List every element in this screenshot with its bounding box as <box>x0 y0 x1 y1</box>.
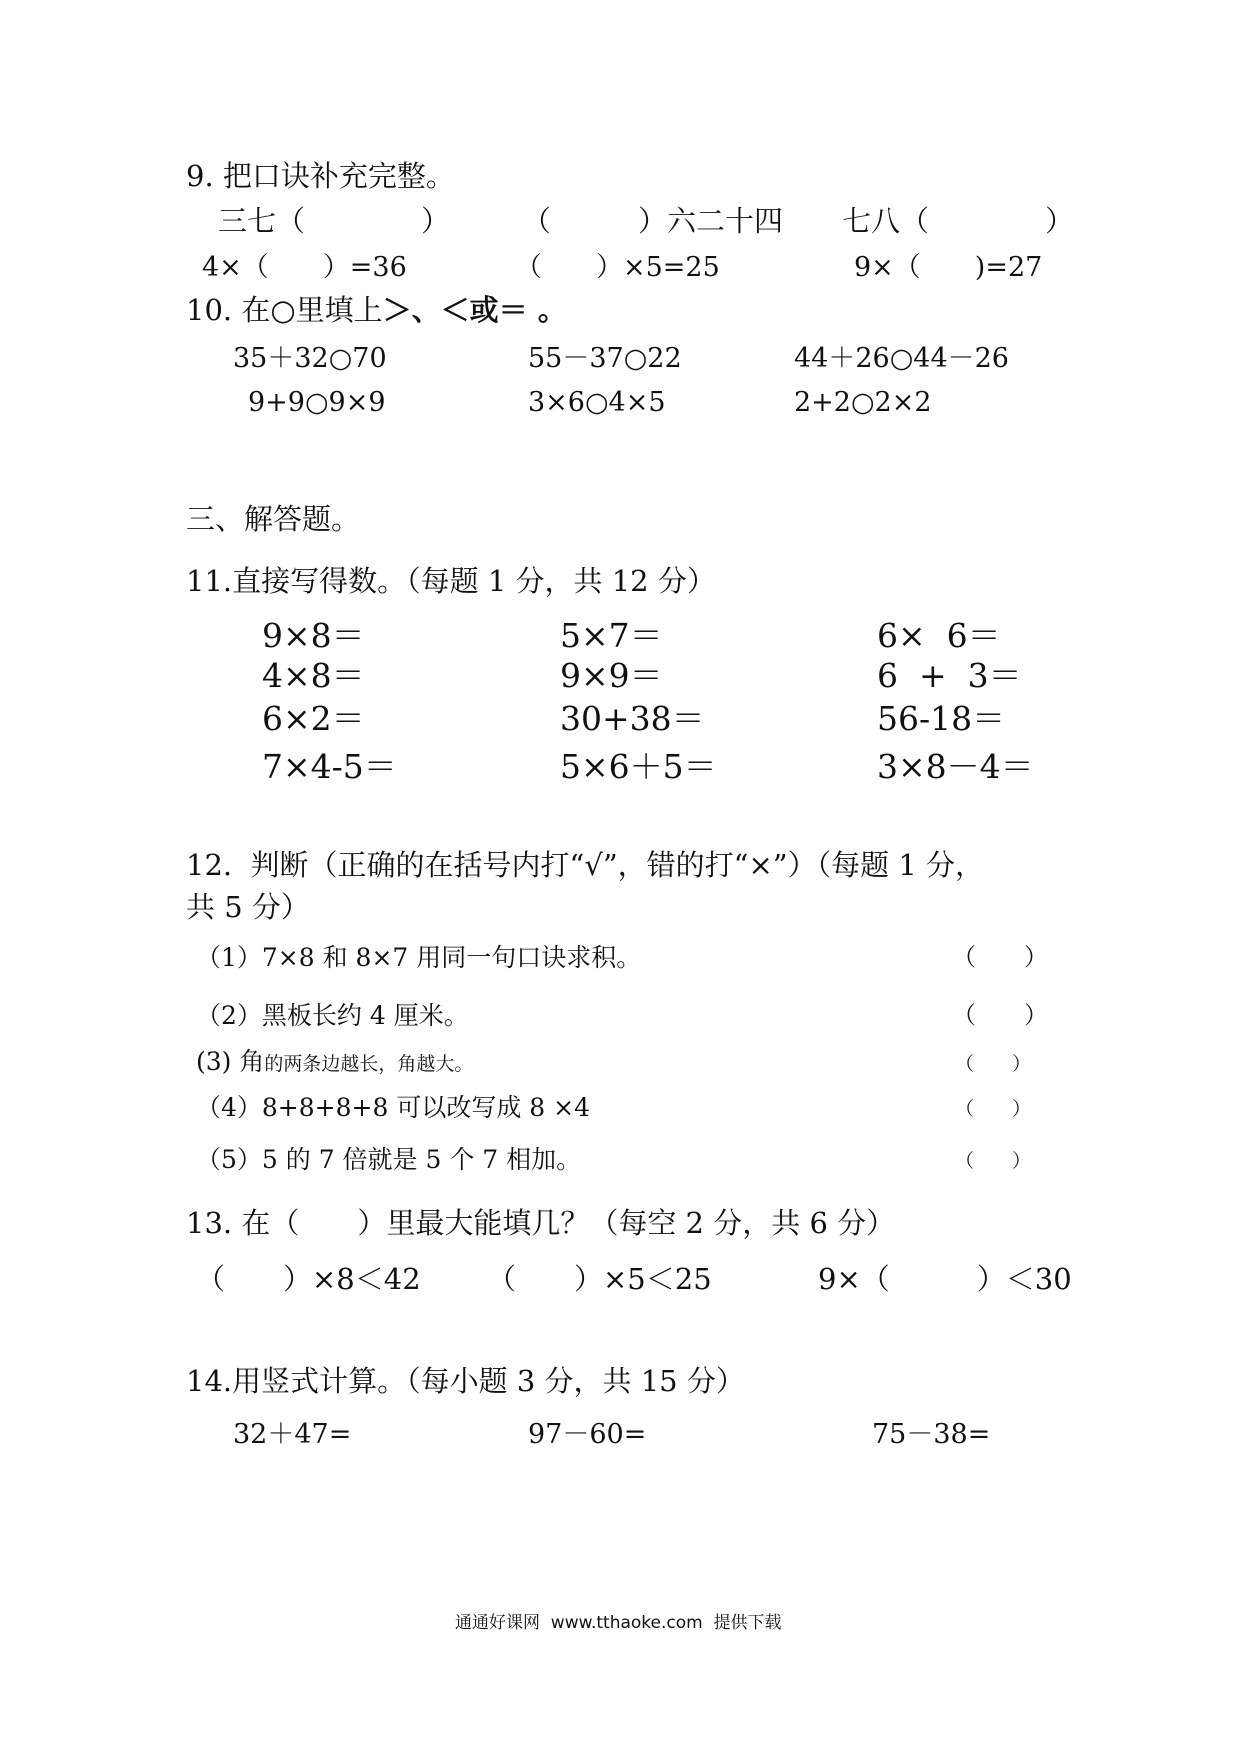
q11-problem: 9×8＝ <box>262 616 365 655</box>
q12-item: （5）5 的 7 倍就是 5 个 7 相加。 <box>196 1145 582 1174</box>
q11-title: 11.直接写得数。（每题 1 分，共 12 分） <box>186 564 716 598</box>
q9-item: 七八（ ） <box>842 204 1075 238</box>
q10-compare: 44＋26○44－26 <box>794 343 1009 374</box>
section-title: 三、解答题。 <box>186 502 361 536</box>
q12-item: （1）7×8 和 8×7 用同一句口诀求积。 <box>196 943 642 972</box>
q12-title: 12. 判断（正确的在括号内打“√”，错的打“×”）（每题 1 分， <box>186 848 985 882</box>
q9-item: 9×（ )=27 <box>854 252 1043 283</box>
q10-title-symbols: ＞、＜或＝ 。 <box>382 293 567 327</box>
q14-problem: 75－38= <box>872 1419 991 1450</box>
q11-problem: 5×7＝ <box>560 616 663 655</box>
q10-title <box>186 293 567 327</box>
q11-problem: 6 + 3＝ <box>877 656 1022 695</box>
q10-compare: 2+2○2×2 <box>794 387 932 418</box>
q9-item: （ ）×5=25 <box>515 252 720 283</box>
q10-compare: 3×6○4×5 <box>528 387 666 418</box>
q11-problem: 30+38＝ <box>560 699 705 738</box>
q9-item: 4×（ ）=36 <box>202 252 407 283</box>
q10-compare: 55－37○22 <box>528 343 682 374</box>
q10-compare: 9+9○9×9 <box>248 387 386 418</box>
q11-problem: 3×8－4＝ <box>877 747 1034 786</box>
q11-problem: 6×2＝ <box>262 699 365 738</box>
q13-item: （ ）×8＜42 <box>196 1262 421 1296</box>
q13-item: 9×（ ）＜30 <box>818 1262 1072 1296</box>
answer-paren: （ ） <box>952 1001 1048 1029</box>
q9-title: 9. 把口诀补充完整。 <box>186 159 455 193</box>
q9-item: 三七（ ） <box>218 204 451 238</box>
q14-problem: 32＋47= <box>233 1419 352 1450</box>
q11-problem: 4×8＝ <box>262 656 365 695</box>
q12-item-label: (3) 角 <box>196 1047 265 1076</box>
q11-problem: 7×4-5＝ <box>262 747 397 786</box>
q11-problem: 6× 6＝ <box>877 616 1001 655</box>
q14-problem: 97－60= <box>528 1419 647 1450</box>
q10-title-prefix: 10. 在○里填上 <box>186 293 383 327</box>
q13-item: （ ）×5＜25 <box>487 1262 712 1296</box>
q12-item: （2）黑板长约 4 厘米。 <box>196 1001 469 1030</box>
q10-compare: 35＋32○70 <box>233 343 387 374</box>
footer-text: 通通好课网 www.tthaoke.com 提供下载 <box>455 1613 782 1633</box>
q12-item <box>196 1049 473 1074</box>
q9-item: （ ）六二十四 <box>522 204 784 238</box>
q11-problem: 56-18＝ <box>877 699 1006 738</box>
answer-paren: （ ） <box>955 1150 1032 1172</box>
q12-title-cont: 共 5 分） <box>186 890 310 924</box>
q14-title: 14.用竖式计算。（每小题 3 分，共 15 分） <box>186 1364 745 1398</box>
q13-title: 13. 在（ ）里最大能填几？（每空 2 分，共 6 分） <box>186 1206 896 1240</box>
q12-item-small-text: 的两条边越长，角越大。 <box>264 1053 474 1075</box>
q11-problem: 9×9＝ <box>560 656 663 695</box>
answer-paren: （ ） <box>955 1098 1032 1120</box>
answer-paren: （ ） <box>955 1053 1032 1075</box>
q11-problem: 5×6＋5＝ <box>560 747 717 786</box>
answer-paren: （ ） <box>952 943 1048 971</box>
q12-item: （4）8+8+8+8 可以改写成 8 ×4 <box>196 1093 590 1122</box>
